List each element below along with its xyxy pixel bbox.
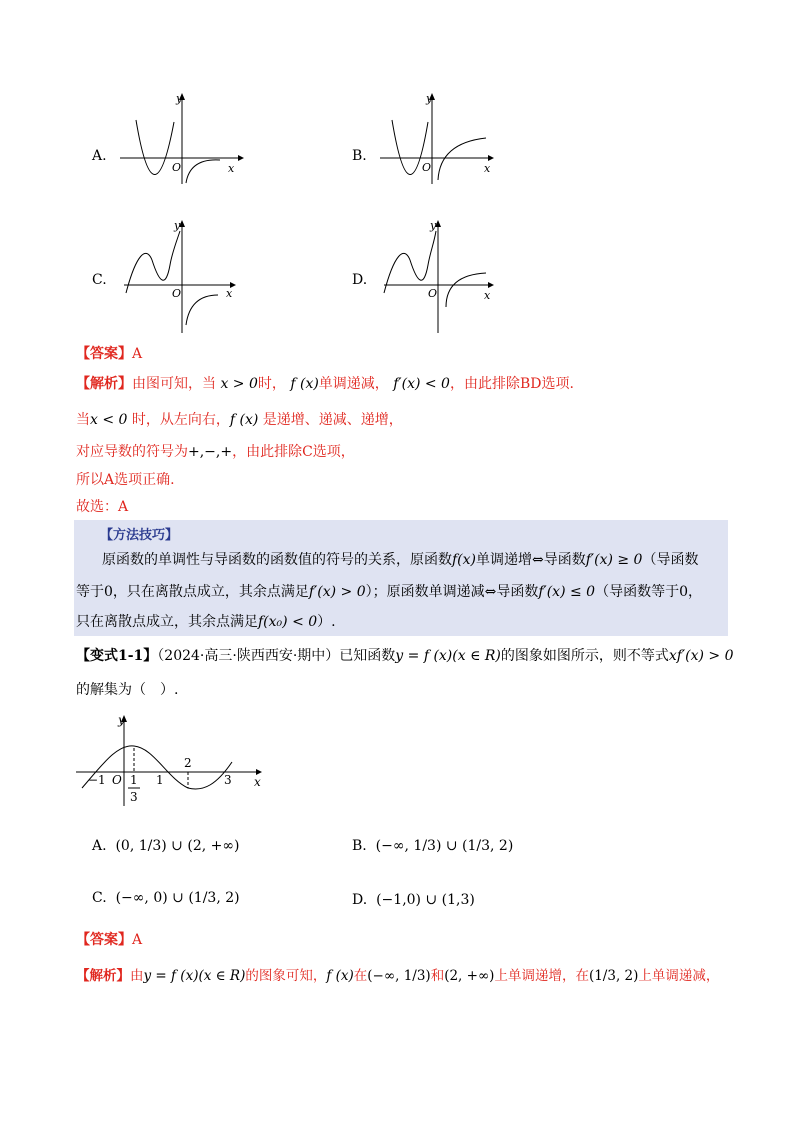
q1-answer: 【答案】A [76,346,143,362]
option-b-graph [370,88,510,188]
origin-label: O [172,287,182,300]
q1-analysis-line5: 故选：A [76,499,129,515]
tick-2: 2 [184,756,192,770]
q1-analysis-line1: 【解析】由图可知，当 x > 0时， f (x)单调递减， f′(x) < 0，由此排除BD选项. [76,376,574,392]
tips-line3: 只在离散点成立，其余点满足f(x₀) < 0）. [76,614,336,630]
axis-y-label: y [426,92,433,105]
q1-analysis-line3: 对应导数的符号为+,−,+，由此排除C选项， [76,444,355,460]
q2-option-c: C. (−∞, 0) ∪ (1/3, 2) [92,890,240,906]
q2-answer: 【答案】A [76,932,143,948]
option-d-graph [370,215,510,335]
origin-label: O [428,287,438,300]
q2-stem-line2: 的解集为（ ）. [76,682,179,698]
axis-y-label: y [430,219,437,232]
tick-minus-1: −1 [88,773,106,787]
q2-option-a: A. (0, 1/3) ∪ (2, +∞) [92,838,240,854]
q1-analysis-line2: 当x < 0 时，从左向右，f (x) 是递增、递减、递增， [76,412,403,428]
tips-line2: 等于0，只在离散点成立，其余点满足f′(x) > 0）；原函数单调递减⇔导函数f′(x) ≤ 0（导函数等于0， [76,584,702,600]
tick-third-num: 1 [130,773,138,787]
tick-third-den: 3 [130,790,138,804]
option-a-label: A. [92,148,107,164]
option-b-label: B. [352,148,367,164]
tips-line1: 原函数的单调性与导函数的函数值的符号的关系，原函数f(x)单调递增⇔导函数f′(x) ≥ 0（导函数 [102,552,699,568]
axis-x-label: x [226,287,233,300]
option-d-label: D. [352,272,368,288]
option-c-label: C. [92,272,107,288]
q1-analysis-line4: 所以A选项正确. [76,472,175,488]
q2-analysis: 【解析】由y = f (x)(x ∈ R)的图象可知，f (x)在(−∞, 1/3)和(2, +∞)上单调递增，在(1/3, 2)上单调递减， [76,968,720,984]
axis-x-label: x [484,289,491,302]
graph-y-label: y [118,713,125,727]
q2-function-graph [72,710,272,810]
axis-y-label: y [176,92,183,105]
q2-stem-line1: 【变式1-1】（2024·高三·陕西西安·期中）已知函数y = f (x)(x ∈ R)的图象如图所示，则不等式xf′(x) > 0 [76,648,734,664]
graph-x-label: x [254,775,261,789]
method-tips-box [74,520,728,636]
option-a-graph [110,88,250,188]
tips-title: 【方法技巧】 [100,528,179,543]
axis-x-label: x [228,162,235,175]
graph-origin-label: O [112,773,122,787]
tick-1: 1 [156,773,164,787]
origin-label: O [172,161,182,174]
axis-y-label: y [174,219,181,232]
tick-3: 3 [224,773,232,787]
q2-option-d: D. (−1,0) ∪ (1,3) [352,892,475,908]
axis-x-label: x [484,162,491,175]
q2-option-b: B. (−∞, 1/3) ∪ (1/3, 2) [352,838,514,854]
option-c-graph [110,215,250,335]
origin-label: O [422,161,432,174]
